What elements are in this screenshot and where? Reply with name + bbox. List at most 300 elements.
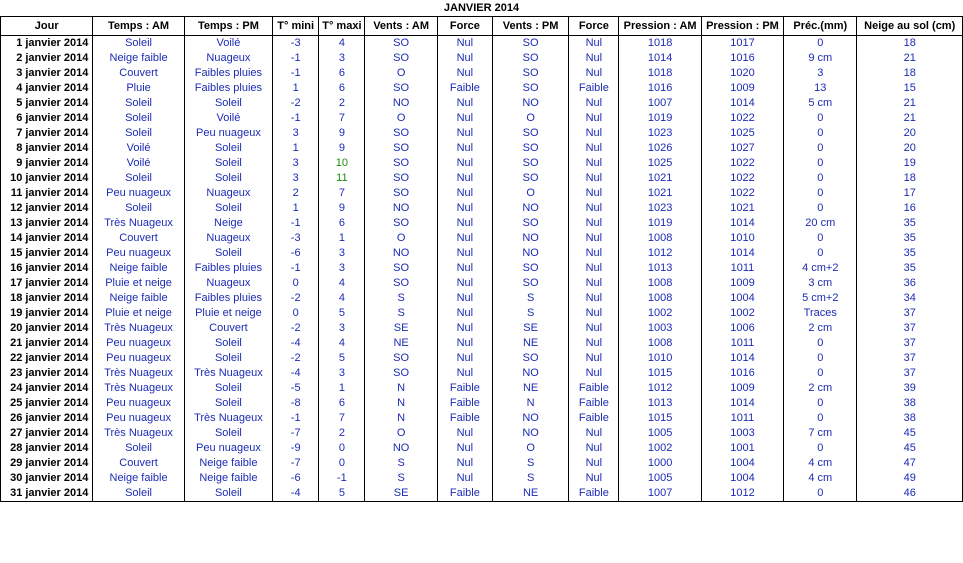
table-cell[interactable]: 9 bbox=[319, 201, 365, 216]
table-cell[interactable]: Faible bbox=[569, 486, 619, 502]
table-cell[interactable]: Pluie et neige bbox=[184, 306, 272, 321]
table-cell[interactable]: Nul bbox=[569, 456, 619, 471]
table-cell[interactable]: -3 bbox=[273, 231, 319, 246]
table-cell[interactable]: -1 bbox=[319, 471, 365, 486]
table-cell[interactable]: Faibles pluies bbox=[184, 261, 272, 276]
table-cell[interactable]: 1008 bbox=[619, 291, 701, 306]
table-cell[interactable]: Nul bbox=[437, 441, 492, 456]
table-cell[interactable]: Nul bbox=[569, 261, 619, 276]
table-cell[interactable]: Nul bbox=[569, 126, 619, 141]
day-cell[interactable]: 16 janvier 2014 bbox=[1, 261, 93, 276]
table-cell[interactable]: 13 bbox=[784, 81, 857, 96]
table-cell[interactable]: SO bbox=[365, 351, 437, 366]
table-cell[interactable]: Nul bbox=[437, 156, 492, 171]
table-cell[interactable]: 4 cm bbox=[784, 456, 857, 471]
table-cell[interactable]: 1009 bbox=[701, 81, 783, 96]
day-cell[interactable]: 3 janvier 2014 bbox=[1, 66, 93, 81]
table-cell[interactable]: Très Nuageux bbox=[93, 366, 184, 381]
table-cell[interactable]: -4 bbox=[273, 486, 319, 502]
table-cell[interactable]: 1019 bbox=[619, 111, 701, 126]
table-cell[interactable]: Très Nuageux bbox=[93, 426, 184, 441]
table-cell[interactable]: 0 bbox=[784, 126, 857, 141]
table-cell[interactable]: Soleil bbox=[93, 171, 184, 186]
table-cell[interactable]: 1011 bbox=[701, 336, 783, 351]
table-cell[interactable]: Soleil bbox=[184, 426, 272, 441]
table-cell[interactable]: 21 bbox=[857, 111, 963, 126]
table-cell[interactable]: Peu nuageux bbox=[93, 351, 184, 366]
table-cell[interactable]: -6 bbox=[273, 471, 319, 486]
table-cell[interactable]: 1016 bbox=[701, 51, 783, 66]
table-cell[interactable]: S bbox=[492, 456, 568, 471]
table-cell[interactable]: 0 bbox=[784, 231, 857, 246]
table-cell[interactable]: 1017 bbox=[701, 36, 783, 52]
day-cell[interactable]: 19 janvier 2014 bbox=[1, 306, 93, 321]
table-cell[interactable]: 37 bbox=[857, 306, 963, 321]
day-cell[interactable]: 15 janvier 2014 bbox=[1, 246, 93, 261]
table-cell[interactable]: Nul bbox=[569, 366, 619, 381]
table-cell[interactable]: 20 cm bbox=[784, 216, 857, 231]
table-cell[interactable]: NO bbox=[492, 426, 568, 441]
day-cell[interactable]: 22 janvier 2014 bbox=[1, 351, 93, 366]
table-cell[interactable]: Nul bbox=[569, 336, 619, 351]
day-cell[interactable]: 7 janvier 2014 bbox=[1, 126, 93, 141]
table-cell[interactable]: 21 bbox=[857, 96, 963, 111]
table-cell[interactable]: Nul bbox=[569, 36, 619, 52]
table-cell[interactable]: Pluie bbox=[93, 81, 184, 96]
table-cell[interactable]: 6 bbox=[319, 81, 365, 96]
table-cell[interactable]: NO bbox=[492, 366, 568, 381]
day-cell[interactable]: 25 janvier 2014 bbox=[1, 396, 93, 411]
table-cell[interactable]: 1002 bbox=[701, 306, 783, 321]
table-cell[interactable]: -8 bbox=[273, 396, 319, 411]
table-cell[interactable]: 1020 bbox=[701, 66, 783, 81]
table-cell[interactable]: S bbox=[492, 471, 568, 486]
table-cell[interactable]: 1012 bbox=[701, 486, 783, 502]
table-cell[interactable]: Nul bbox=[437, 426, 492, 441]
table-cell[interactable]: SO bbox=[492, 156, 568, 171]
table-cell[interactable]: Nul bbox=[437, 321, 492, 336]
table-cell[interactable]: Nul bbox=[437, 201, 492, 216]
day-cell[interactable]: 4 janvier 2014 bbox=[1, 81, 93, 96]
table-cell[interactable]: Couvert bbox=[93, 456, 184, 471]
table-cell[interactable]: SO bbox=[492, 261, 568, 276]
table-cell[interactable]: Traces bbox=[784, 306, 857, 321]
table-cell[interactable]: -4 bbox=[273, 366, 319, 381]
table-cell[interactable]: 3 bbox=[784, 66, 857, 81]
table-cell[interactable]: 37 bbox=[857, 351, 963, 366]
table-cell[interactable]: 20 bbox=[857, 141, 963, 156]
table-cell[interactable]: SO bbox=[365, 276, 437, 291]
table-cell[interactable]: 7 bbox=[319, 411, 365, 426]
table-cell[interactable]: Nul bbox=[437, 111, 492, 126]
table-cell[interactable]: SO bbox=[492, 171, 568, 186]
table-cell[interactable]: -4 bbox=[273, 336, 319, 351]
table-cell[interactable]: 3 bbox=[319, 261, 365, 276]
day-cell[interactable]: 24 janvier 2014 bbox=[1, 381, 93, 396]
table-cell[interactable]: 3 bbox=[319, 51, 365, 66]
table-cell[interactable]: Peu nuageux bbox=[93, 411, 184, 426]
table-cell[interactable]: 0 bbox=[784, 111, 857, 126]
table-cell[interactable]: S bbox=[492, 291, 568, 306]
table-cell[interactable]: 7 bbox=[319, 186, 365, 201]
table-cell[interactable]: SO bbox=[365, 141, 437, 156]
table-cell[interactable]: Nul bbox=[569, 306, 619, 321]
table-cell[interactable]: O bbox=[365, 66, 437, 81]
table-cell[interactable]: 1014 bbox=[701, 216, 783, 231]
table-cell[interactable]: -1 bbox=[273, 261, 319, 276]
table-cell[interactable]: SO bbox=[365, 81, 437, 96]
table-cell[interactable]: 1009 bbox=[701, 381, 783, 396]
day-cell[interactable]: 9 janvier 2014 bbox=[1, 156, 93, 171]
table-cell[interactable]: 0 bbox=[273, 276, 319, 291]
table-cell[interactable]: 1014 bbox=[701, 351, 783, 366]
table-cell[interactable]: SO bbox=[365, 216, 437, 231]
table-cell[interactable]: Nul bbox=[569, 351, 619, 366]
table-cell[interactable]: Nul bbox=[569, 426, 619, 441]
table-cell[interactable]: Nul bbox=[569, 276, 619, 291]
table-cell[interactable]: 1022 bbox=[701, 156, 783, 171]
table-cell[interactable]: 35 bbox=[857, 261, 963, 276]
table-cell[interactable]: 1014 bbox=[701, 96, 783, 111]
table-cell[interactable]: Très Nuageux bbox=[93, 321, 184, 336]
table-cell[interactable]: SE bbox=[365, 321, 437, 336]
table-cell[interactable]: 1008 bbox=[619, 276, 701, 291]
table-cell[interactable]: Neige faible bbox=[184, 471, 272, 486]
table-cell[interactable]: Nul bbox=[569, 141, 619, 156]
table-cell[interactable]: S bbox=[365, 306, 437, 321]
table-cell[interactable]: S bbox=[365, 456, 437, 471]
table-cell[interactable]: 7 cm bbox=[784, 426, 857, 441]
table-cell[interactable]: 4 bbox=[319, 36, 365, 52]
table-cell[interactable]: -2 bbox=[273, 321, 319, 336]
table-cell[interactable]: 2 bbox=[273, 186, 319, 201]
table-cell[interactable]: -2 bbox=[273, 291, 319, 306]
table-cell[interactable]: 1010 bbox=[701, 231, 783, 246]
table-cell[interactable]: 0 bbox=[784, 201, 857, 216]
table-cell[interactable]: 9 bbox=[319, 126, 365, 141]
table-cell[interactable]: Faibles pluies bbox=[184, 81, 272, 96]
table-cell[interactable]: S bbox=[365, 471, 437, 486]
table-cell[interactable]: Nul bbox=[437, 291, 492, 306]
table-cell[interactable]: Soleil bbox=[184, 141, 272, 156]
table-cell[interactable]: Nuageux bbox=[184, 186, 272, 201]
table-cell[interactable]: Soleil bbox=[93, 96, 184, 111]
table-cell[interactable]: 2 cm bbox=[784, 381, 857, 396]
table-cell[interactable]: SO bbox=[492, 351, 568, 366]
table-cell[interactable]: 18 bbox=[857, 66, 963, 81]
table-cell[interactable]: -1 bbox=[273, 51, 319, 66]
table-cell[interactable]: 37 bbox=[857, 336, 963, 351]
day-cell[interactable]: 1 janvier 2014 bbox=[1, 36, 93, 52]
table-cell[interactable]: Faible bbox=[437, 396, 492, 411]
table-cell[interactable]: 5 cm bbox=[784, 96, 857, 111]
table-cell[interactable]: Nuageux bbox=[184, 231, 272, 246]
table-cell[interactable]: -1 bbox=[273, 111, 319, 126]
table-cell[interactable]: Nul bbox=[569, 246, 619, 261]
table-cell[interactable]: Nul bbox=[437, 231, 492, 246]
table-cell[interactable]: Nuageux bbox=[184, 51, 272, 66]
table-cell[interactable]: Neige faible bbox=[184, 456, 272, 471]
table-cell[interactable]: 1012 bbox=[619, 381, 701, 396]
table-cell[interactable]: 4 cm bbox=[784, 471, 857, 486]
day-cell[interactable]: 5 janvier 2014 bbox=[1, 96, 93, 111]
table-cell[interactable]: 1019 bbox=[619, 216, 701, 231]
table-cell[interactable]: SO bbox=[492, 216, 568, 231]
table-cell[interactable]: 3 bbox=[319, 321, 365, 336]
table-cell[interactable]: O bbox=[492, 441, 568, 456]
table-cell[interactable]: NO bbox=[492, 96, 568, 111]
table-cell[interactable]: 1005 bbox=[619, 471, 701, 486]
table-cell[interactable]: 0 bbox=[784, 366, 857, 381]
table-cell[interactable]: 17 bbox=[857, 186, 963, 201]
day-cell[interactable]: 29 janvier 2014 bbox=[1, 456, 93, 471]
table-cell[interactable]: 15 bbox=[857, 81, 963, 96]
table-cell[interactable]: Nul bbox=[437, 216, 492, 231]
table-cell[interactable]: 1011 bbox=[701, 411, 783, 426]
table-cell[interactable]: Nul bbox=[569, 471, 619, 486]
table-cell[interactable]: 3 bbox=[273, 126, 319, 141]
table-cell[interactable]: Soleil bbox=[93, 441, 184, 456]
day-cell[interactable]: 31 janvier 2014 bbox=[1, 486, 93, 502]
table-cell[interactable]: Nul bbox=[569, 66, 619, 81]
table-cell[interactable]: Soleil bbox=[93, 486, 184, 502]
table-cell[interactable]: Très Nuageux bbox=[93, 381, 184, 396]
table-cell[interactable]: 1027 bbox=[701, 141, 783, 156]
table-cell[interactable]: 1004 bbox=[701, 456, 783, 471]
table-cell[interactable]: -5 bbox=[273, 381, 319, 396]
table-cell[interactable]: SO bbox=[365, 186, 437, 201]
table-cell[interactable]: 0 bbox=[784, 486, 857, 502]
table-cell[interactable]: N bbox=[365, 411, 437, 426]
table-cell[interactable]: Faible bbox=[437, 381, 492, 396]
table-cell[interactable]: 36 bbox=[857, 276, 963, 291]
table-cell[interactable]: Voilé bbox=[184, 111, 272, 126]
table-cell[interactable]: 0 bbox=[784, 171, 857, 186]
table-cell[interactable]: Soleil bbox=[184, 201, 272, 216]
table-cell[interactable]: 1021 bbox=[619, 171, 701, 186]
table-cell[interactable]: 1011 bbox=[701, 261, 783, 276]
day-cell[interactable]: 14 janvier 2014 bbox=[1, 231, 93, 246]
table-cell[interactable]: 39 bbox=[857, 381, 963, 396]
table-cell[interactable]: -9 bbox=[273, 441, 319, 456]
table-cell[interactable]: NO bbox=[492, 411, 568, 426]
table-cell[interactable]: 47 bbox=[857, 456, 963, 471]
table-cell[interactable]: SO bbox=[365, 51, 437, 66]
table-cell[interactable]: 7 bbox=[319, 111, 365, 126]
table-cell[interactable]: 1005 bbox=[619, 426, 701, 441]
table-cell[interactable]: 1018 bbox=[619, 36, 701, 52]
table-cell[interactable]: 1018 bbox=[619, 66, 701, 81]
table-cell[interactable]: S bbox=[492, 306, 568, 321]
table-cell[interactable]: 45 bbox=[857, 426, 963, 441]
table-cell[interactable]: 1023 bbox=[619, 201, 701, 216]
table-cell[interactable]: 1009 bbox=[701, 276, 783, 291]
table-cell[interactable]: Neige faible bbox=[93, 471, 184, 486]
table-cell[interactable]: 3 bbox=[273, 171, 319, 186]
table-cell[interactable]: Nul bbox=[437, 246, 492, 261]
table-cell[interactable]: 2 bbox=[319, 96, 365, 111]
table-cell[interactable]: SO bbox=[365, 366, 437, 381]
table-cell[interactable]: 1022 bbox=[701, 186, 783, 201]
table-cell[interactable]: 0 bbox=[784, 351, 857, 366]
table-cell[interactable]: 18 bbox=[857, 36, 963, 52]
table-cell[interactable]: N bbox=[365, 381, 437, 396]
table-cell[interactable]: Pluie et neige bbox=[93, 276, 184, 291]
table-cell[interactable]: -7 bbox=[273, 456, 319, 471]
table-cell[interactable]: Soleil bbox=[93, 36, 184, 52]
table-cell[interactable]: Soleil bbox=[184, 351, 272, 366]
table-cell[interactable]: Soleil bbox=[184, 96, 272, 111]
table-cell[interactable]: 5 bbox=[319, 351, 365, 366]
table-cell[interactable]: 0 bbox=[784, 36, 857, 52]
table-cell[interactable]: Soleil bbox=[184, 336, 272, 351]
table-cell[interactable]: Faible bbox=[569, 396, 619, 411]
day-cell[interactable]: 17 janvier 2014 bbox=[1, 276, 93, 291]
table-cell[interactable]: NO bbox=[492, 231, 568, 246]
table-cell[interactable]: SO bbox=[492, 141, 568, 156]
table-cell[interactable]: Soleil bbox=[93, 201, 184, 216]
table-cell[interactable]: Nul bbox=[569, 441, 619, 456]
table-cell[interactable]: 4 bbox=[319, 291, 365, 306]
table-cell[interactable]: NE bbox=[492, 336, 568, 351]
table-cell[interactable]: Nul bbox=[437, 96, 492, 111]
table-cell[interactable]: 1022 bbox=[701, 171, 783, 186]
table-cell[interactable]: 6 bbox=[319, 396, 365, 411]
table-cell[interactable]: Nul bbox=[437, 51, 492, 66]
table-cell[interactable]: 21 bbox=[857, 51, 963, 66]
table-cell[interactable]: Nul bbox=[437, 366, 492, 381]
table-cell[interactable]: O bbox=[365, 111, 437, 126]
table-cell[interactable]: 0 bbox=[319, 456, 365, 471]
table-cell[interactable]: 35 bbox=[857, 246, 963, 261]
table-cell[interactable]: Soleil bbox=[184, 246, 272, 261]
table-cell[interactable]: 45 bbox=[857, 441, 963, 456]
table-cell[interactable]: 3 cm bbox=[784, 276, 857, 291]
table-cell[interactable]: Peu nuageux bbox=[93, 396, 184, 411]
table-cell[interactable]: Nul bbox=[569, 96, 619, 111]
table-cell[interactable]: 1014 bbox=[701, 246, 783, 261]
table-cell[interactable]: 2 bbox=[319, 426, 365, 441]
day-cell[interactable]: 13 janvier 2014 bbox=[1, 216, 93, 231]
table-cell[interactable]: 0 bbox=[784, 156, 857, 171]
table-cell[interactable]: Neige faible bbox=[93, 261, 184, 276]
table-cell[interactable]: 1014 bbox=[619, 51, 701, 66]
table-cell[interactable]: Soleil bbox=[184, 156, 272, 171]
table-cell[interactable]: 1010 bbox=[619, 351, 701, 366]
table-cell[interactable]: 1014 bbox=[701, 396, 783, 411]
table-cell[interactable]: Neige faible bbox=[93, 291, 184, 306]
table-cell[interactable]: SO bbox=[365, 36, 437, 52]
table-cell[interactable]: 1013 bbox=[619, 261, 701, 276]
table-cell[interactable]: Soleil bbox=[93, 126, 184, 141]
table-cell[interactable]: -1 bbox=[273, 411, 319, 426]
table-cell[interactable]: N bbox=[492, 396, 568, 411]
table-cell[interactable]: 1022 bbox=[701, 111, 783, 126]
table-cell[interactable]: 3 bbox=[273, 156, 319, 171]
table-cell[interactable]: O bbox=[492, 111, 568, 126]
table-cell[interactable]: 1007 bbox=[619, 486, 701, 502]
table-cell[interactable]: Nul bbox=[437, 126, 492, 141]
table-cell[interactable]: 5 cm+2 bbox=[784, 291, 857, 306]
day-cell[interactable]: 11 janvier 2014 bbox=[1, 186, 93, 201]
table-cell[interactable]: -6 bbox=[273, 246, 319, 261]
table-cell[interactable]: 0 bbox=[784, 246, 857, 261]
day-cell[interactable]: 18 janvier 2014 bbox=[1, 291, 93, 306]
table-cell[interactable]: 46 bbox=[857, 486, 963, 502]
table-cell[interactable]: Nul bbox=[437, 276, 492, 291]
table-cell[interactable]: 0 bbox=[784, 141, 857, 156]
table-cell[interactable]: Faibles pluies bbox=[184, 66, 272, 81]
table-cell[interactable]: Très Nuageux bbox=[184, 366, 272, 381]
table-cell[interactable]: 0 bbox=[784, 441, 857, 456]
table-cell[interactable]: SE bbox=[492, 321, 568, 336]
table-cell[interactable]: SE bbox=[365, 486, 437, 502]
table-cell[interactable]: Voilé bbox=[184, 36, 272, 52]
table-cell[interactable]: 1016 bbox=[619, 81, 701, 96]
table-cell[interactable]: 1002 bbox=[619, 306, 701, 321]
table-cell[interactable]: 38 bbox=[857, 411, 963, 426]
table-cell[interactable]: Faible bbox=[569, 381, 619, 396]
table-cell[interactable]: 4 bbox=[319, 276, 365, 291]
day-cell[interactable]: 27 janvier 2014 bbox=[1, 426, 93, 441]
table-cell[interactable]: Nul bbox=[569, 186, 619, 201]
table-cell[interactable]: Soleil bbox=[93, 111, 184, 126]
table-cell[interactable]: Nul bbox=[569, 156, 619, 171]
table-cell[interactable]: Nul bbox=[437, 261, 492, 276]
table-cell[interactable]: Couvert bbox=[184, 321, 272, 336]
table-cell[interactable]: 0 bbox=[784, 411, 857, 426]
table-cell[interactable]: -7 bbox=[273, 426, 319, 441]
table-cell[interactable]: Soleil bbox=[184, 381, 272, 396]
table-cell[interactable]: 34 bbox=[857, 291, 963, 306]
table-cell[interactable]: NO bbox=[365, 201, 437, 216]
day-cell[interactable]: 20 janvier 2014 bbox=[1, 321, 93, 336]
table-cell[interactable]: O bbox=[365, 426, 437, 441]
table-cell[interactable]: Voilé bbox=[93, 141, 184, 156]
table-cell[interactable]: 19 bbox=[857, 156, 963, 171]
table-cell[interactable]: Faibles pluies bbox=[184, 291, 272, 306]
table-cell[interactable]: Soleil bbox=[184, 486, 272, 502]
table-cell[interactable]: Nul bbox=[437, 306, 492, 321]
table-cell[interactable]: Nul bbox=[569, 171, 619, 186]
table-cell[interactable]: Nul bbox=[569, 111, 619, 126]
table-cell[interactable]: 18 bbox=[857, 171, 963, 186]
table-cell[interactable]: SO bbox=[492, 36, 568, 52]
table-cell[interactable]: Soleil bbox=[184, 396, 272, 411]
table-cell[interactable]: Couvert bbox=[93, 231, 184, 246]
day-cell[interactable]: 8 janvier 2014 bbox=[1, 141, 93, 156]
table-cell[interactable]: 4 cm+2 bbox=[784, 261, 857, 276]
table-cell[interactable]: Peu nuageux bbox=[184, 441, 272, 456]
table-cell[interactable]: 1025 bbox=[619, 156, 701, 171]
table-cell[interactable]: Nul bbox=[437, 336, 492, 351]
table-cell[interactable]: 3 bbox=[319, 246, 365, 261]
table-cell[interactable]: O bbox=[492, 186, 568, 201]
table-cell[interactable]: SO bbox=[365, 261, 437, 276]
table-cell[interactable]: Couvert bbox=[93, 66, 184, 81]
table-cell[interactable]: 11 bbox=[319, 171, 365, 186]
table-cell[interactable]: Nul bbox=[437, 456, 492, 471]
table-cell[interactable]: Soleil bbox=[184, 171, 272, 186]
table-cell[interactable]: 1026 bbox=[619, 141, 701, 156]
day-cell[interactable]: 12 janvier 2014 bbox=[1, 201, 93, 216]
table-cell[interactable]: 0 bbox=[784, 336, 857, 351]
table-cell[interactable]: Nul bbox=[569, 321, 619, 336]
day-cell[interactable]: 26 janvier 2014 bbox=[1, 411, 93, 426]
table-cell[interactable]: Peu nuageux bbox=[93, 336, 184, 351]
table-cell[interactable]: 1023 bbox=[619, 126, 701, 141]
table-cell[interactable]: Faible bbox=[437, 81, 492, 96]
